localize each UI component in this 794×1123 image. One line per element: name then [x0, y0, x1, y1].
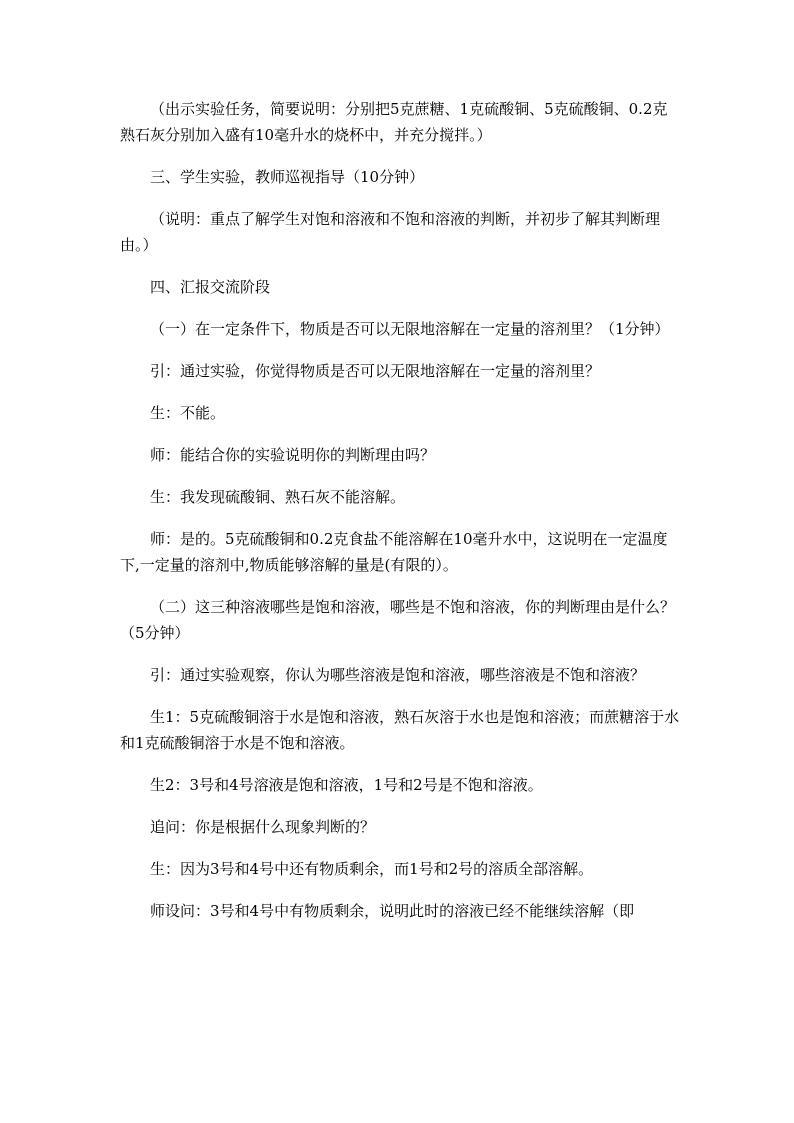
dialogue-line: 生1：5克硫酸铜溶于水是饱和溶液，熟石灰溶于水也是饱和溶液；而蔗糖溶于水和1克硫酸铜溶于水是不饱和溶液。 — [120, 708, 680, 752]
dialogue-line: 师设问：3号和4号中有物质剩余，说明此时的溶液已经不能继续溶解（即 — [150, 902, 635, 920]
document-body — [120, 96, 680, 940]
dialogue-line: 生：因为3号和4号中还有物质剩余，而1号和2号的溶质全部溶解。 — [150, 860, 594, 878]
dialogue-line: 生：我发现硫酸铜、熟石灰不能溶解。 — [150, 488, 406, 506]
dialogue-line: 生：不能。 — [150, 404, 226, 422]
subsection-question-two: （二）这三种溶液哪些是饱和溶液，哪些是不饱和溶液，你的判断理由是什么？（5分钟） — [120, 598, 676, 642]
dialogue-line: 引：通过实验，你觉得物质是否可以无限地溶解在一定量的溶剂里？ — [150, 362, 601, 380]
paragraph-explanation: （说明：重点了解学生对饱和溶液和不饱和溶液的判断，并初步了解其判断理由。） — [120, 210, 661, 254]
dialogue-line: 引：通过实验观察，你认为哪些溶液是饱和溶液，哪些溶液是不饱和溶液？ — [150, 666, 646, 684]
dialogue-line: 生2：3号和4号溶液是饱和溶液，1号和2号是不饱和溶液。 — [150, 776, 543, 794]
dialogue-line: 师：是的。5克硫酸铜和0.2克食盐不能溶解在10毫升水中，这说明在一定温度下,一定量的溶剂中,物质能够溶解的量是(有限的）。 — [120, 530, 668, 574]
section-heading-report-exchange: 四、汇报交流阶段 — [150, 278, 271, 296]
subsection-question-one: （一）在一定条件下，物质是否可以无限地溶解在一定量的溶剂里？（1分钟） — [150, 320, 670, 338]
dialogue-line: 师：能结合你的实验说明你的判断理由吗？ — [150, 446, 436, 464]
paragraph-task-description: （出示实验任务，简要说明：分别把5克蔗糖、1克硫酸铜、5克硫酸铜、0.2克熟石灰分别加入盛有10毫升水的烧杯中，并充分搅拌。） — [120, 100, 668, 144]
section-heading-student-experiment: 三、学生实验，教师巡视指导（10分钟） — [150, 168, 425, 186]
dialogue-line: 追问：你是根据什么现象判断的？ — [150, 818, 376, 836]
